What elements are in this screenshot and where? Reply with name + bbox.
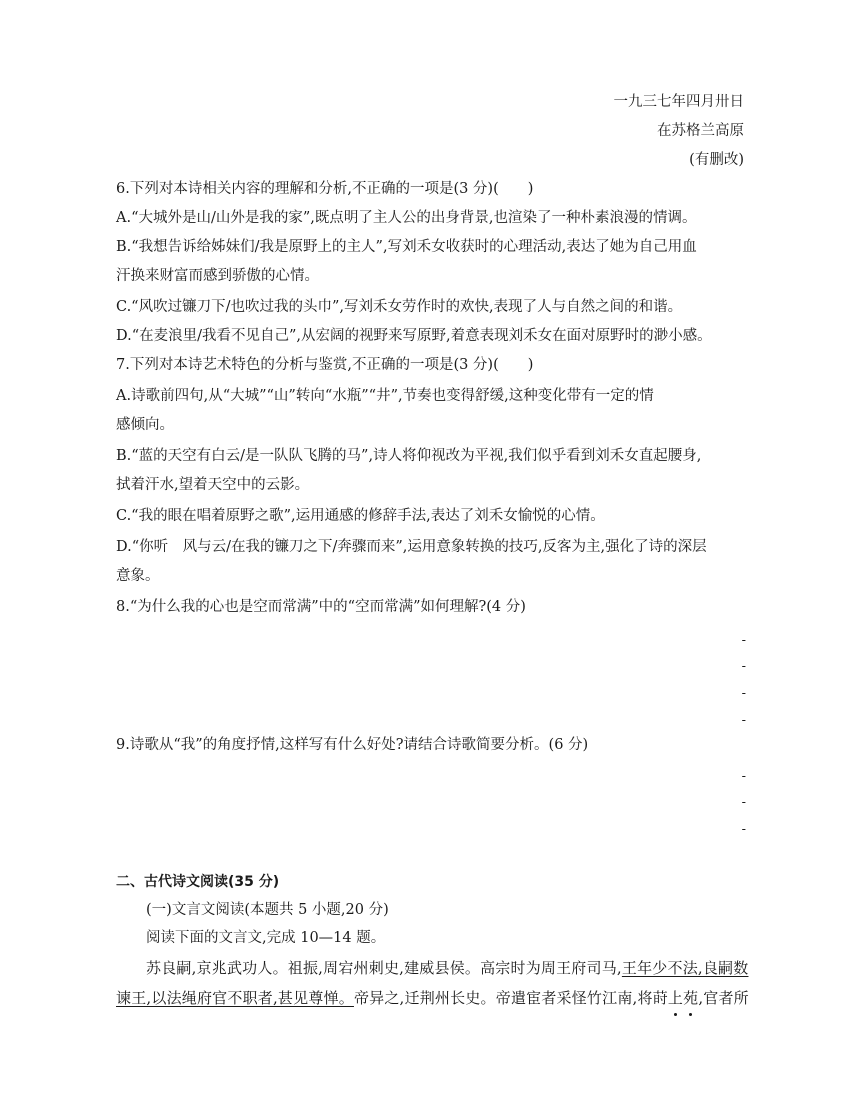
- answer-line[interactable]: -: [741, 659, 746, 674]
- question-7-option-b-cont: 拭着汗水,望着天空中的云影。: [116, 477, 310, 493]
- poem-place: 在苏格兰高原: [657, 123, 744, 139]
- passage-text: 苏良嗣,京兆武功人。祖振,周宕州刺史,建威县侯。高宗时为周王府司马,: [146, 959, 622, 977]
- dotted-character: 苑: [683, 988, 698, 1008]
- question-7-option-b: B.“蓝的天空有白云/是一队队飞腾的马”,诗人将仰视改为平视,我们似乎看到刘禾女直起腰身,: [116, 448, 702, 464]
- abridged-note: (有删改): [689, 152, 744, 168]
- answer-line[interactable]: -: [741, 713, 746, 728]
- section-title: 二、古代诗文阅读(35 分): [116, 874, 280, 890]
- question-6-option-b: B.“我想告诉给姊妹们/我是原野上的主人”,写刘禾女收获时的心理活动,表达了她为自己用血: [116, 239, 697, 255]
- question-8-stem: 8.“为什么我的心也是空而常满”中的“空而常满”如何理解?(4 分): [116, 599, 526, 615]
- reading-instruction: 阅读下面的文言文,完成 10—14 题。: [146, 930, 386, 946]
- passage-line-1: [146, 958, 748, 978]
- emphasis-dot: [674, 1013, 677, 1016]
- emphasis-dot: [689, 1013, 692, 1016]
- underlined-sentence: 王年少不法,良嗣数: [621, 959, 749, 977]
- passage-line-2: [116, 988, 749, 1008]
- question-7-option-a-cont: 感倾向。: [116, 417, 174, 433]
- question-7-stem: 7.下列对本诗艺术特色的分析与鉴赏,不正确的一项是(3 分)( ): [116, 357, 534, 373]
- question-9-stem: 9.诗歌从“我”的角度抒情,这样写有什么好处?请结合诗歌简要分析。(6 分): [116, 737, 589, 753]
- question-7-option-d-cont: 意象。: [116, 568, 160, 584]
- answer-line[interactable]: -: [741, 769, 746, 784]
- poem-date: 一九三七年四月卅日: [613, 94, 744, 110]
- answer-line[interactable]: -: [741, 686, 746, 701]
- passage-text: ,官者所: [698, 989, 749, 1007]
- question-6-option-a: A.“大城外是山/山外是我的家”,既点明了主人公的出身背景,也渲染了一种朴素浪漫的情调。: [116, 210, 697, 226]
- passage-text: 帝异之,迁荆州长史。帝遣宦者采怪竹江南,将莳: [353, 989, 668, 1007]
- question-7-option-a: A.诗歌前四句,从“大城”“山”转向“水瓶”“井”,节奏也变得舒缓,这种变化带有一定的情: [116, 388, 654, 404]
- answer-line[interactable]: -: [741, 822, 746, 837]
- question-7-option-c: C.“我的眼在唱着原野之歌”,运用通感的修辞手法,表达了刘禾女愉悦的心情。: [116, 508, 605, 524]
- question-7-option-d: D.“你听 风与云/在我的镰刀之下/奔骤而来”,运用意象转换的技巧,反客为主,强化了诗的深层: [116, 539, 707, 555]
- subsection-title: (一)文言文阅读(本题共 5 小题,20 分): [146, 902, 389, 918]
- question-6-option-b-cont: 汗换来财富而感到骄傲的心情。: [116, 268, 319, 284]
- question-6-option-c: C.“风吹过镰刀下/也吹过我的头巾”,写刘禾女劳作时的欢快,表现了人与自然之间的和谐。: [116, 299, 683, 315]
- question-6-option-d: D.“在麦浪里/我看不见自己”,从宏阔的视野来写原野,着意表现刘禾女在面对原野时的渺小感。: [116, 328, 712, 344]
- dotted-character: 上: [668, 988, 683, 1008]
- underlined-sentence: 谏王,以法绳府官不职者,甚见尊惮。: [116, 989, 354, 1007]
- answer-line[interactable]: -: [741, 633, 746, 648]
- answer-line[interactable]: -: [741, 795, 746, 810]
- question-6-stem: 6.下列对本诗相关内容的理解和分析,不正确的一项是(3 分)( ): [116, 181, 534, 197]
